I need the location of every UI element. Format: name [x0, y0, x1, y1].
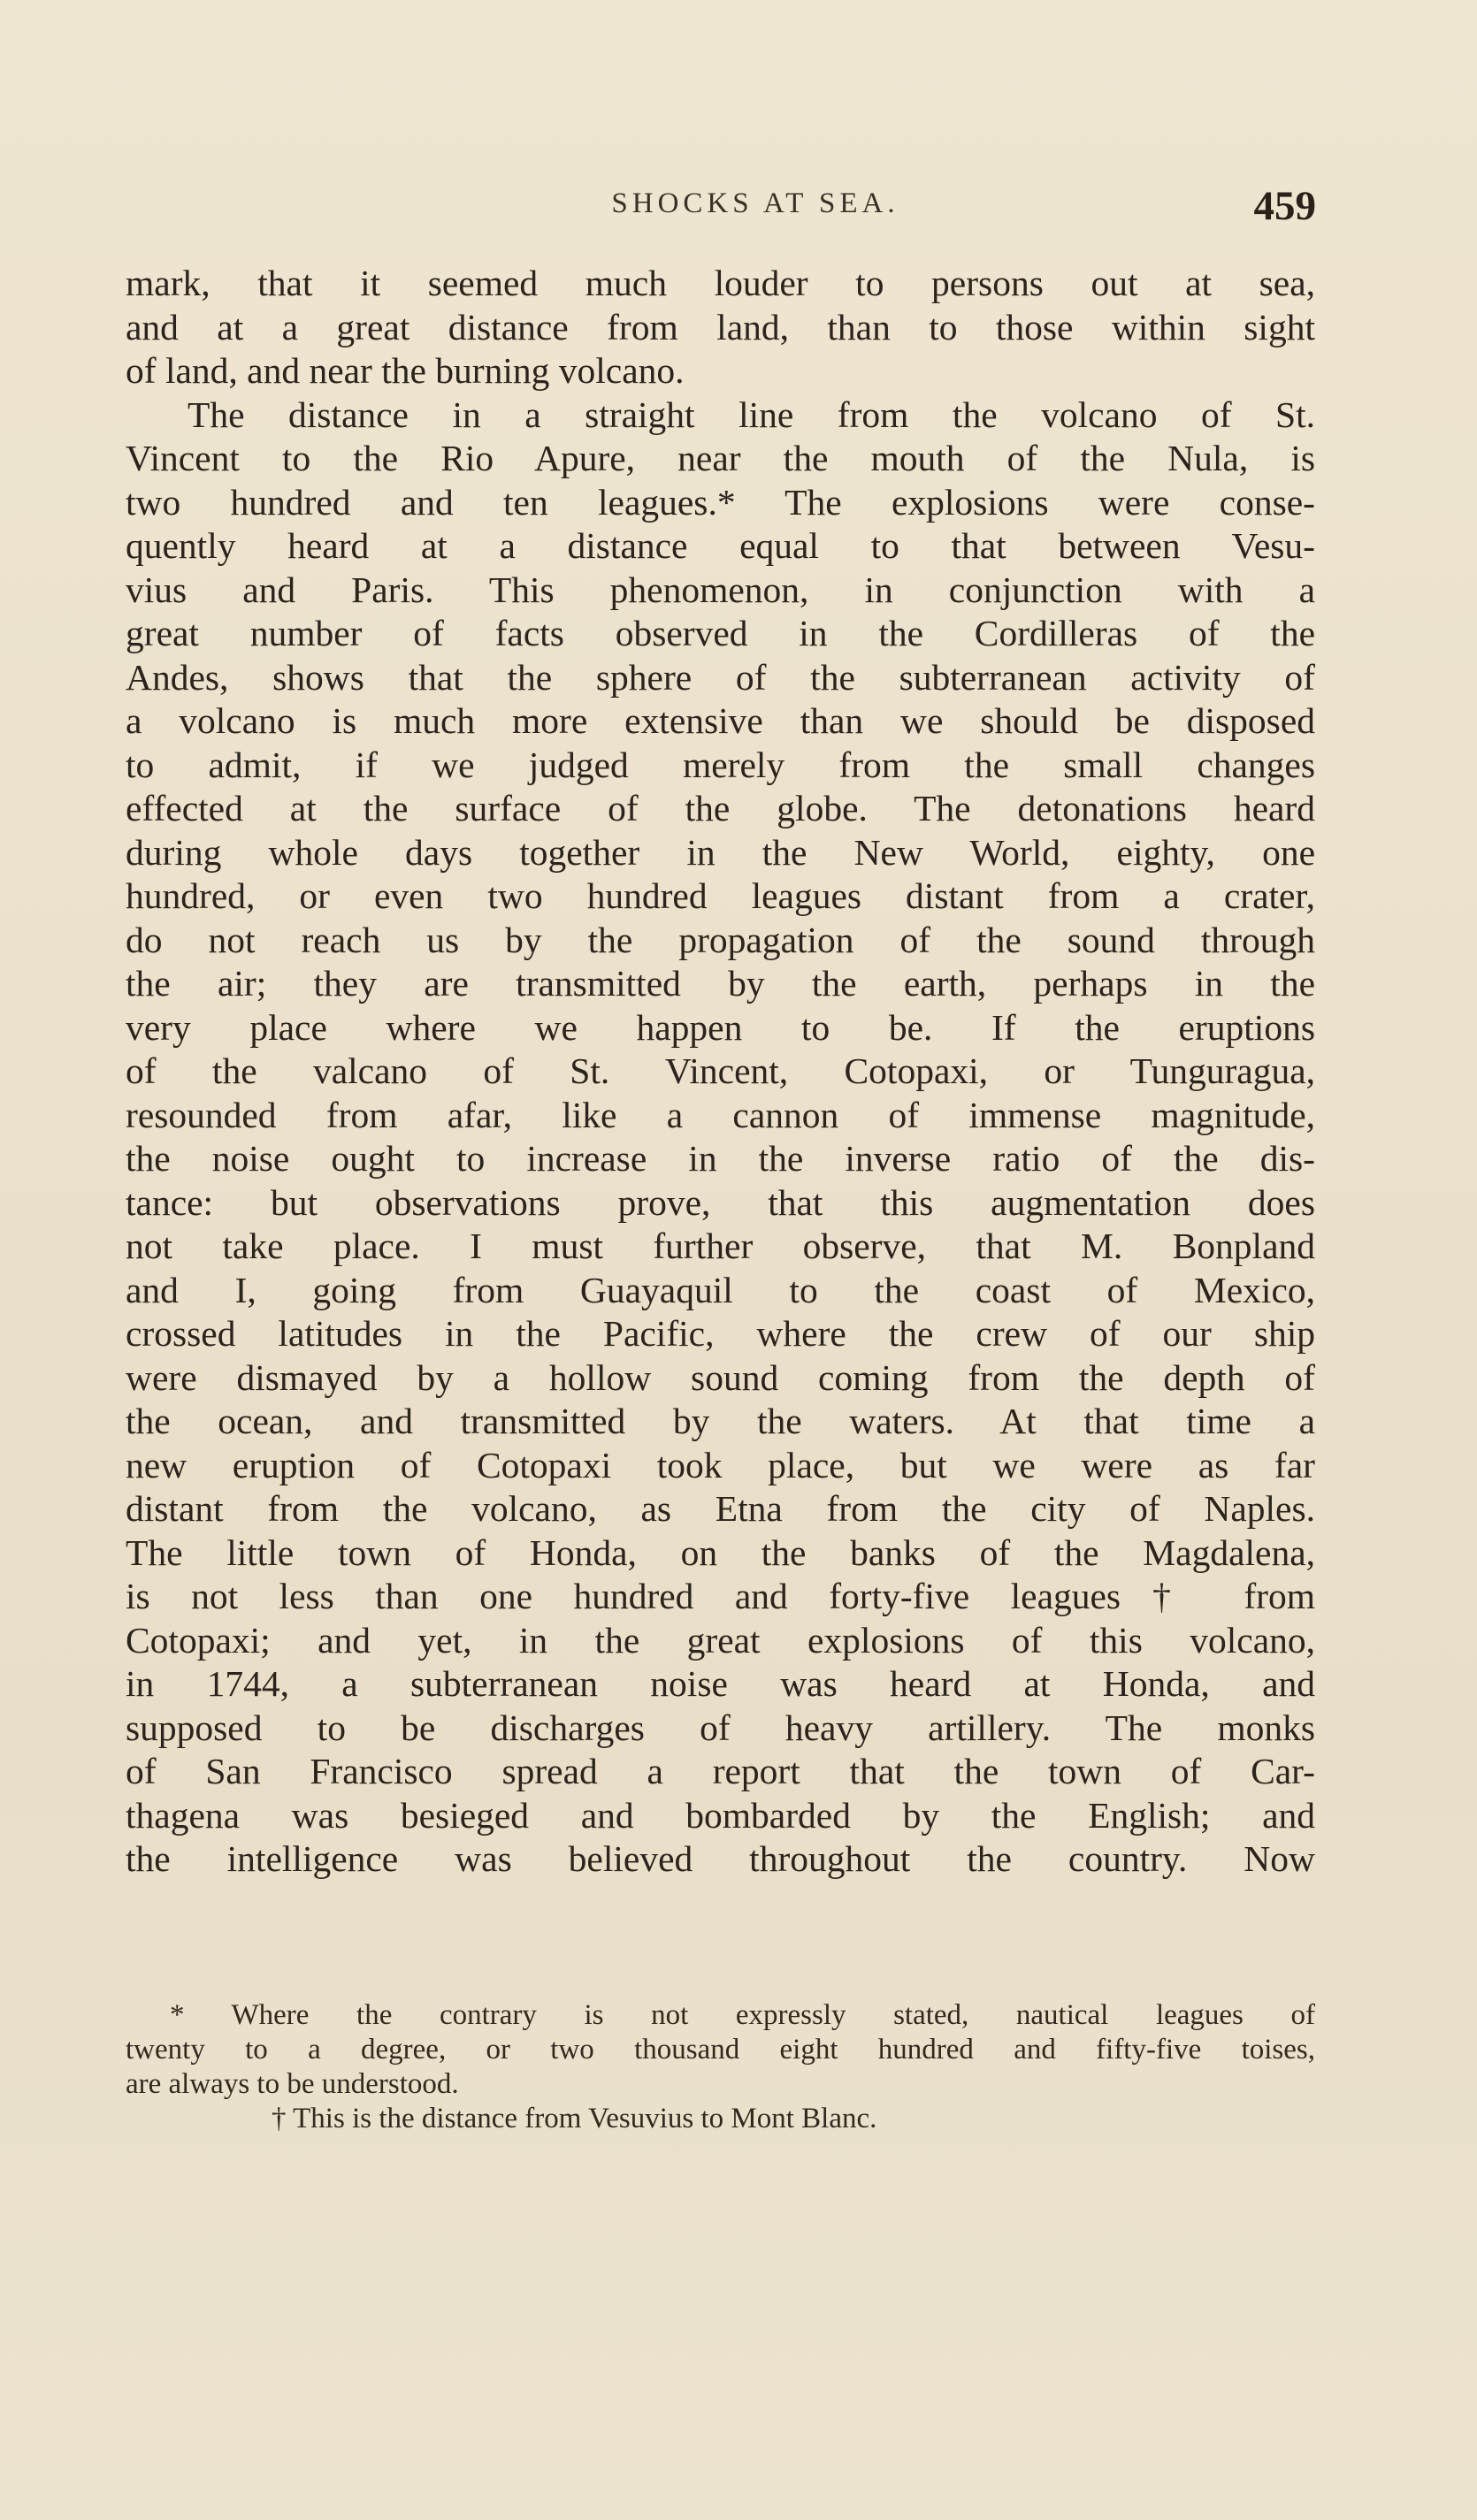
text-line: during whole days together in the New World, eighty, one — [126, 831, 1315, 873]
text-line: a volcano is much more extensive than we should be disposed — [126, 700, 1315, 741]
text-line: The distance in a straight line from the volcano of St. — [187, 393, 1315, 435]
text-line: in 1744, a subterranean noise was heard at Honda, and — [126, 1663, 1315, 1704]
text-line: do not reach us by the propagation of the sound through — [126, 919, 1315, 960]
footnotes — [126, 1998, 1315, 2136]
text-line: were dismayed by a hollow sound coming from the depth of — [126, 1356, 1315, 1398]
text-line: two hundred and ten leagues.* The explosions were conse- — [126, 481, 1315, 523]
text-line: tance: but observations prove, that this augmentation does — [126, 1181, 1315, 1223]
text-line: Vincent to the Rio Apure, near the mouth of the Nula, is — [126, 438, 1315, 478]
text-line: the air; they are transmitted by the earth, perhaps in the — [126, 963, 1315, 1004]
text-line: effected at the surface of the globe. The detonations heard — [126, 788, 1315, 829]
text-line: great number of facts observed in the Cordilleras of the — [126, 613, 1315, 653]
text-line: very place where we happen to be. If the eruptions — [126, 1006, 1315, 1048]
text-line: the noise ought to increase in the inverse ratio of the dis- — [126, 1138, 1315, 1179]
text-line: mark, that it seemed much louder to persons out at sea, — [126, 263, 1315, 303]
text-line: vius and Paris. This phenomenon, in conjunction with a — [126, 569, 1315, 610]
footnote-line: are always to be understood. — [126, 2068, 459, 2100]
footnote-line: † This is the distance from Vesuvius to Mont Blanc. — [272, 2103, 877, 2134]
text-line: and at a great distance from land, than to those within sight — [126, 306, 1315, 347]
running-head: SHOCKS AT SEA. — [611, 187, 899, 219]
text-line: of land, and near the burning volcano. — [126, 350, 685, 391]
text-line: the intelligence was believed throughout the country. Now — [126, 1838, 1315, 1879]
body-text — [126, 262, 1315, 1882]
text-line: of the valcano of St. Vincent, Cotopaxi, or Tunguragua, — [126, 1050, 1315, 1091]
text-line: the ocean, and transmitted by the waters. At that time a — [126, 1401, 1315, 1441]
text-line: Cotopaxi; and yet, in the great explosions of this volcano, — [126, 1619, 1315, 1661]
text-line: supposed to be discharges of heavy artillery. The monks — [126, 1707, 1315, 1748]
text-line: of San Francisco spread a report that the town of Car- — [126, 1751, 1315, 1791]
text-line: thagena was besieged and bombarded by the English; and — [126, 1794, 1315, 1836]
text-line: to admit, if we judged merely from the small changes — [126, 744, 1315, 785]
text-line: new eruption of Cotopaxi took place, but we were as far — [126, 1444, 1315, 1485]
text-line: is not less than one hundred and forty-five leagues† from — [126, 1576, 1315, 1616]
text-line: The little town of Honda, on the banks of the Magdalena, — [126, 1531, 1315, 1573]
text-line: resounded from afar, like a cannon of immense magnitude, — [126, 1094, 1315, 1135]
footnote-line: * Where the contrary is not expressly stated, nautical leagues of — [170, 1999, 1315, 2031]
text-line: not take place. I must further observe, that M. Bonpland — [126, 1226, 1315, 1266]
text-line: distant from the volcano, as Etna from the city of Naples. — [126, 1488, 1315, 1529]
page-header — [186, 183, 1325, 241]
text-line: Andes, shows that the sphere of the subterranean activity of — [126, 656, 1315, 698]
page-number: 459 — [1253, 183, 1316, 229]
text-line: quently heard at a distance equal to that between Vesu- — [126, 525, 1315, 566]
footnote-line: twenty to a degree, or two thousand eight hundred and fifty-five toises, — [126, 2034, 1315, 2066]
text-line: hundred, or even two hundred leagues distant from a crater, — [126, 875, 1315, 916]
text-line: crossed latitudes in the Pacific, where the crew of our ship — [126, 1313, 1315, 1354]
text-line: and I, going from Guayaquil to the coast of Mexico, — [126, 1269, 1315, 1310]
